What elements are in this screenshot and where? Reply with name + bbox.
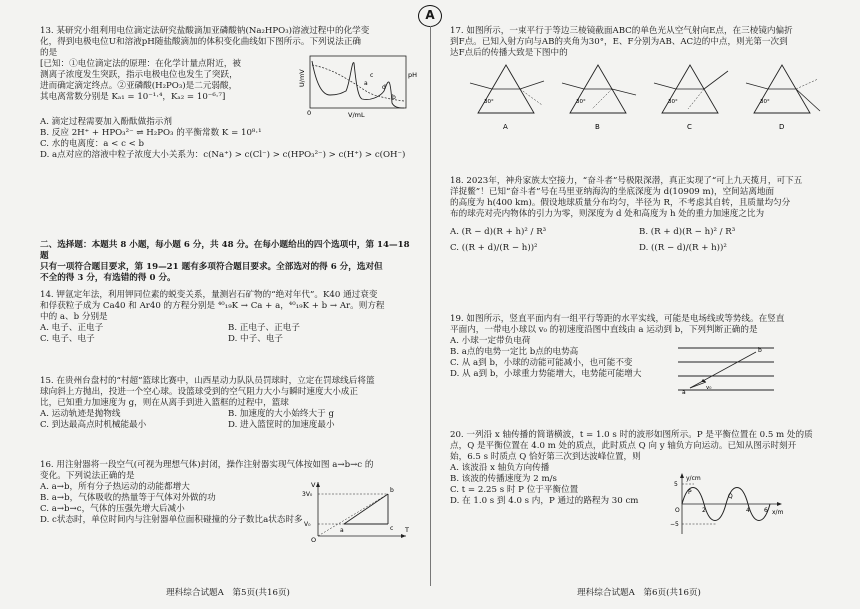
q13-note-line3: 进而确定滴定终点。②亚磷酸(H₂PO₃)是二元弱酸， (40, 81, 238, 91)
left-page (40, 0, 416, 609)
question-16 (40, 460, 416, 542)
q15-option-d[interactable]: D. 进入篮筐时的加速度最小 (228, 420, 335, 430)
q14-option-a[interactable]: A. 电子、正电子 (40, 323, 104, 333)
q13-ylabel: U/mV (298, 69, 306, 87)
q14-line3: 中的 a、b 分别是 (40, 312, 108, 322)
q17-label-a: A (503, 123, 508, 131)
q19-point-a: a (682, 389, 686, 396)
question-14 (40, 290, 416, 345)
q16-line1: 16. 用注射器将一段空气(可视为理想气体)封闭，操作注射器实现气体按如图 a→b→c 的 (40, 460, 374, 470)
question-19 (450, 314, 828, 396)
q16-3v0: 3V₀ (302, 491, 313, 498)
prism-figure-b[interactable] (562, 65, 636, 131)
q16-axis-t: T (405, 526, 409, 534)
q16-line2: 变化。下列说法正确的是 (40, 471, 135, 481)
q20-tick-2: 2 (702, 507, 706, 514)
q18-line3: 的高度为 h(400 km)。假设地球质量分布均匀，半径为 R，不考虑其自转，且质量均匀分 (450, 198, 791, 208)
q20-tick-4: 4 (746, 507, 750, 514)
q20-wave-graph (668, 472, 788, 538)
q13-point-a: a (364, 80, 368, 87)
q17-label-b: B (595, 123, 600, 131)
q16-option-a[interactable]: A. a→b，所有分子热运动的动能都增大 (40, 482, 190, 492)
q13-option-d[interactable]: D. a点对应的溶液中粒子浓度大小关系为：c(Na⁺) > c(Cl⁻) > c(HPO₃²⁻) > c(H⁺) > c(OH⁻) (40, 150, 406, 160)
q17-label-c: C (687, 123, 692, 131)
q20-option-a[interactable]: A. 该波沿 x 轴负方向传播 (450, 463, 550, 473)
q20-tick-6: 6 (764, 507, 768, 514)
right-page (450, 0, 828, 609)
q17-label-d: D (779, 123, 785, 131)
q20-y5: 5 (674, 481, 678, 488)
q16-v0: V₀ (304, 521, 311, 528)
q13-ylabel-right: pH (408, 71, 418, 79)
q15-option-b[interactable]: B. 加速度的大小始终大于 g (228, 409, 334, 419)
q14-line2: 和俘获粒子成为 Ca40 和 Ar40 的方程分别是 ⁴⁰₁₉K → Ca + a，⁴⁰₁₉K + b → Ar。则方程 (40, 301, 385, 311)
prism-figure-a[interactable] (470, 65, 544, 131)
left-page-footer: 理科综合试题A 第5页(共16页) (166, 588, 290, 598)
q17-angle-a: 30° (484, 99, 494, 105)
q13-point-b: b (392, 94, 396, 101)
q16-origin: O (311, 536, 317, 542)
q13-xlabel: V/mL (348, 111, 365, 119)
q17-angle-c: 30° (668, 99, 678, 105)
q18-line2: 洋捉鳖”！已知“奋斗者”号在马里亚纳海沟的坐底深度为 d(10909 m)，空间站离地面 (450, 187, 775, 197)
q16-point-a: a (340, 527, 344, 534)
q19-line1: 19. 如图所示，竖直平面内有一组平行等距的水平实线，可能是电场线或等势线。在竖直 (450, 314, 785, 324)
q18-option-a[interactable]: A. (R − d)(R + h)² / R³ (450, 227, 547, 237)
q16-option-b[interactable]: B. a→b，气体吸收的热量等于气体对外做的功 (40, 493, 216, 503)
version-badge: A (418, 5, 442, 27)
q15-option-c[interactable]: C. 到达最高点时机械能最小 (40, 420, 147, 430)
q14-option-b[interactable]: B. 正电子、正电子 (228, 323, 300, 333)
q13-stem-line2: 化，得到电极电位U和溶液pH随盐酸滴加的体积变化曲线如下图所示。下列说法正确 (40, 37, 362, 47)
q13-option-c[interactable]: C. 水的电离度：a < c < b (40, 139, 145, 149)
q18-option-d[interactable]: D. ((R − d)/(R + h))² (639, 243, 727, 254)
q16-point-c: c (390, 525, 394, 532)
q15-line1: 15. 在贵州台盘村的“村超”篮球比赛中，山西星动力队队员罚球时，立定在罚球线后将篮 (40, 376, 375, 386)
question-17 (450, 26, 828, 137)
q20-ylabel: y/cm (686, 475, 701, 482)
q20-option-b[interactable]: B. 该波的传播速度为 2 m/s (450, 474, 557, 484)
question-13 (40, 26, 416, 161)
q19-option-d[interactable]: D. 从 a到 b，小球重力势能增大，电势能可能增大 (450, 369, 642, 379)
q14-option-d[interactable]: D. 中子、电子 (228, 334, 284, 344)
q16-option-c[interactable]: C. a→b→c，气体的压强先增大后减小 (40, 504, 185, 514)
q20-line2: 点，Q 是平衡位置在 4.0 m 处的质点，此时质点 Q 向 y 轴负方向运动。已知从图示时刻开 (450, 441, 797, 451)
q18-line4: 布的球壳对壳内物体的引力为零，则深度为 d 处和高度为 h 处的重力加速度之比为 (450, 209, 765, 219)
q15-line3: 比，已知重力加速度为 g，则在从离手到进入篮框的过程中，篮球 (40, 398, 289, 408)
q19-field-figure (676, 342, 776, 398)
q13-note-line4: 其电离常数分别是 Kₐ₁ = 10⁻¹·⁴，Kₐ₂ = 10⁻⁶·⁷] (40, 92, 226, 102)
question-20 (450, 430, 828, 528)
q16-point-b: b (390, 487, 394, 494)
q19-velocity: v₀ (706, 385, 712, 391)
q15-option-a[interactable]: A. 运动轨迹是抛物线 (40, 409, 121, 419)
q17-angle-b: 30° (576, 99, 586, 105)
q20-line3: 始，6.5 s 时质点 Q 恰好第三次到达波峰位置，则 (450, 452, 641, 462)
q13-origin: 0 (307, 109, 312, 117)
q13-option-b[interactable]: B. 反应 2H⁺ + HPO₃²⁻ ⇌ H₂PO₃ 的平衡常数 K = 10⁸·¹ (40, 128, 262, 138)
q20-line1: 20. 一列沿 x 轴传播的简谐横波，t = 1.0 s 时的波形如图所示。P 是平衡位置在 0.5 m 处的质 (450, 430, 813, 440)
q20-xlabel: x/m (772, 509, 784, 516)
q15-line2: 球向斜上方抛出，投进一个空心球。设篮球受到的空气阻力大小与瞬时速度大小成正 (40, 387, 358, 397)
q13-point-c: c (370, 72, 374, 79)
q20-point-q: Q (728, 493, 733, 500)
q18-option-b[interactable]: B. (R + d)(R − h)² / R³ (639, 227, 736, 237)
q19-line2: 平面内，一带电小球以 v₀ 的初速度沿图中直线由 a 运动到 b，下列判断正确的是 (450, 325, 758, 335)
q17-angle-d: 30° (760, 99, 770, 105)
q13-option-a[interactable]: A. 滴定过程需要加入酚酞做指示剂 (40, 117, 172, 127)
q19-point-b: b (758, 347, 762, 354)
q16-axis-v: V (311, 481, 316, 489)
q16-vt-graph (302, 480, 412, 542)
page-divider (430, 26, 431, 586)
q13-stem-line3: 的是 (40, 48, 58, 58)
question-18 (450, 176, 828, 257)
q13-note-line1: [已知：①电位滴定法的原理：在化学计量点附近，被 (40, 59, 242, 69)
section-2-instructions (40, 240, 416, 284)
q20-origin: O (675, 507, 680, 514)
q20-yneg5: −5 (670, 521, 679, 528)
q17-line2: 到F点。已知入射方向与AB的夹角为30°，E、F分别为AB、AC边的中点，则光第一次到 (450, 37, 788, 47)
q13-known-note (40, 59, 295, 103)
q14-line1: 14. 钾氩定年法，利用钾同位素的蜕变关系，量测岩石矿物的“绝对年代”。K40 通过衰变 (40, 290, 378, 300)
q20-point-p: P (688, 489, 692, 496)
section2-line1: 二、选择题：本题共 8 小题，每小题 6 分，共 48 分。在每小题给出的四个选项中，第 14—18 题 (40, 240, 410, 261)
right-page-footer: 理科综合试题A 第6页(共16页) (577, 588, 701, 598)
q16-option-d[interactable]: D. c状态时，单位时间内与注射器单位面积碰撞的分子数比a状态时多 (40, 515, 303, 525)
question-15 (40, 376, 416, 431)
q19-option-a[interactable]: A. 小球一定带负电荷 (450, 336, 531, 346)
q20-option-d[interactable]: D. 在 1.0 s 到 4.0 s 内，P 通过的路程为 30 cm (450, 496, 639, 506)
q13-titration-graph (298, 53, 418, 121)
section2-line2: 只有一项符合题目要求，第 19—21 题有多项符合题目要求。全部选对的得 6 分，选对但 (40, 262, 383, 272)
section2-line3: 不全的得 3 分，有选错的得 0 分。 (40, 273, 176, 283)
q19-option-c[interactable]: C. 从 a到 b，小球的动能可能减小，也可能不变 (450, 358, 633, 368)
q18-option-c[interactable]: C. ((R + d)/(R − h))² (450, 243, 538, 254)
q17-line3: 达F点后的传播大致是下图中的 (450, 48, 568, 58)
prism-figure-d[interactable] (746, 65, 820, 131)
q13-stem-line1: 13. 某研究小组利用电位滴定法研究盐酸滴加亚磷酸钠(Na₂HPO₃)溶液过程中的化学变 (40, 26, 370, 36)
q18-line1: 18. 2023年，神舟家族太空接力，“奋斗者”号极限深潜，真正实现了“可上九天揽月，可下五 (450, 176, 803, 186)
q19-option-b[interactable]: B. a点的电势一定比 b点的电势高 (450, 347, 579, 357)
q20-option-c[interactable]: C. t = 2.25 s 时 P 位于平衡位置 (450, 485, 579, 495)
q13-note-line2: 测离子浓度发生突跃，指示电极电位也发生了突跃， (40, 70, 238, 80)
prism-figure-c[interactable] (654, 65, 728, 131)
q13-point-d: d (382, 84, 386, 91)
q17-prism-figures (450, 59, 828, 133)
q17-line1: 17. 如图所示，一束平行于等边三棱镜截面ABC的单色光从空气射向E点，在三棱镜内偏折 (450, 26, 793, 36)
q14-option-c[interactable]: C. 电子、电子 (40, 334, 95, 344)
